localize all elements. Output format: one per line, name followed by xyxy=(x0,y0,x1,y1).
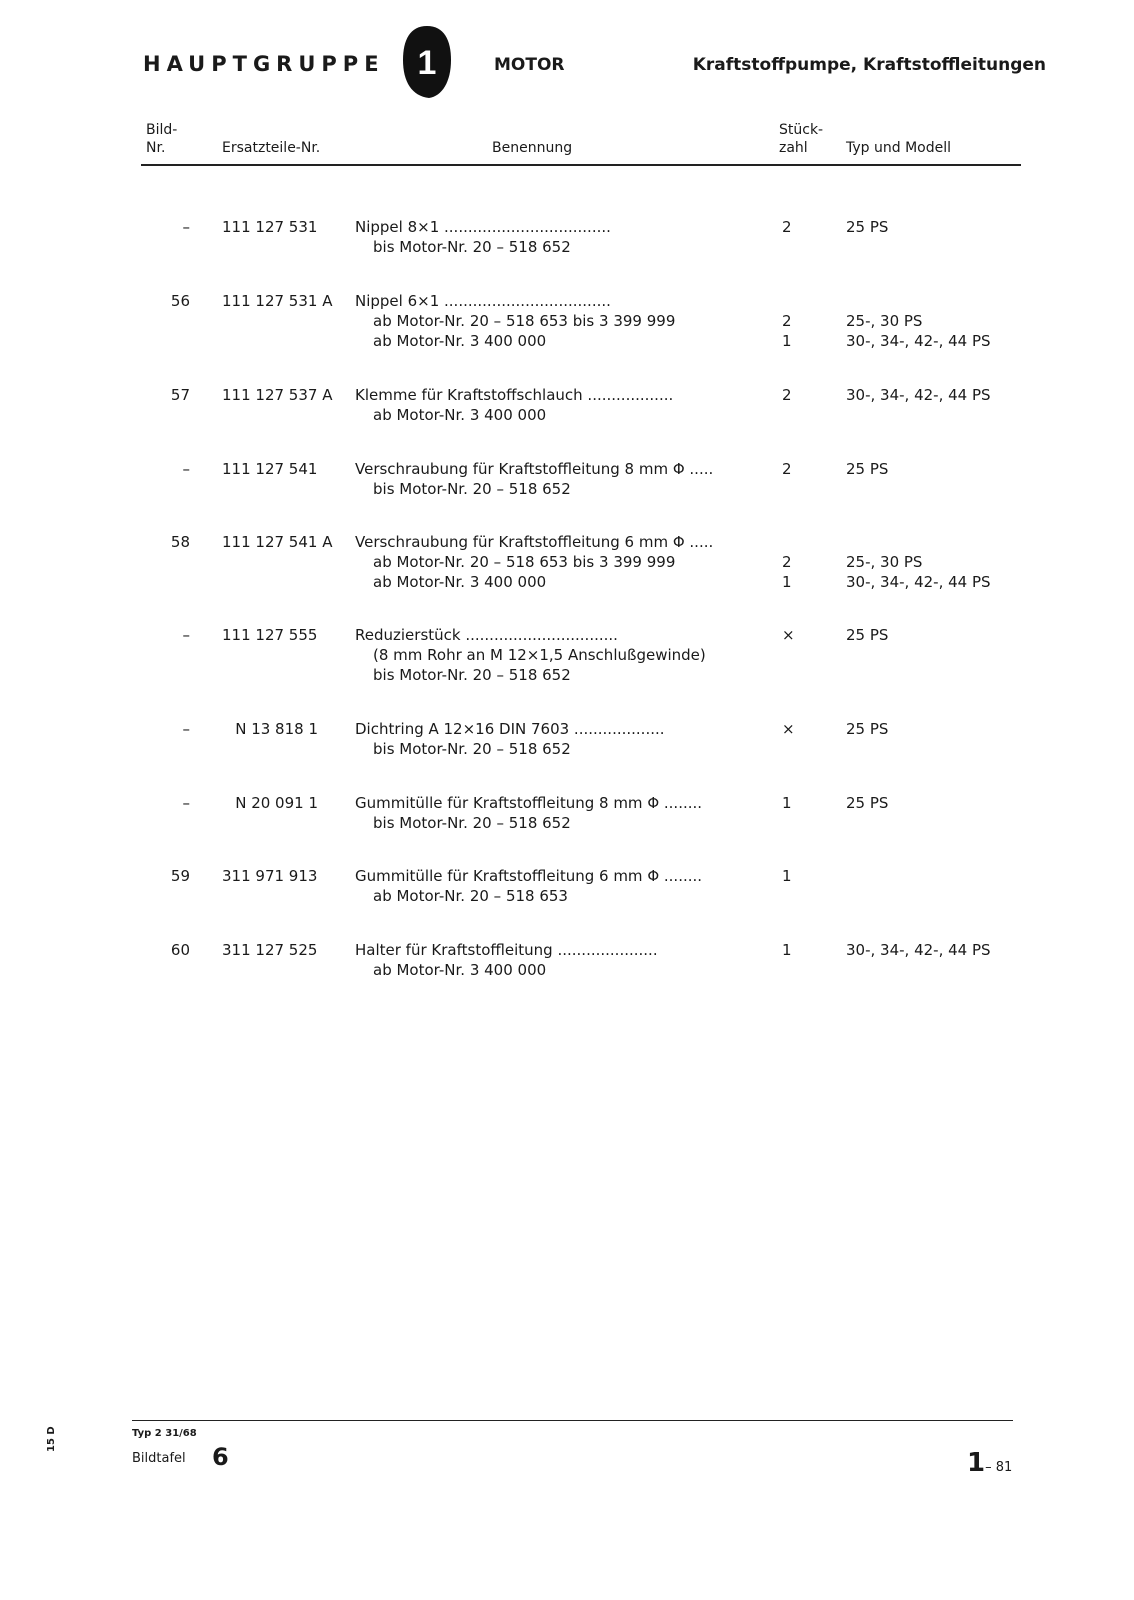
footer-bildtafel-number: 6 xyxy=(212,1443,229,1471)
desc-line: Klemme für Kraftstoffschlauch .................. xyxy=(355,386,674,404)
footer-side-code: 15 D xyxy=(46,1426,57,1452)
bild-nr: 58 xyxy=(170,533,190,551)
bild-nr: 57 xyxy=(170,386,190,404)
desc-line: Verschraubung für Kraftstoffleitung 8 mm Φ ..... xyxy=(355,460,714,478)
description xyxy=(355,532,750,592)
part-number: 111 127 541 xyxy=(222,460,318,478)
description xyxy=(355,719,750,759)
quantity: 2 xyxy=(782,218,792,236)
quantity: 2 xyxy=(782,386,792,404)
col-typ-header: Typ und Modell xyxy=(846,140,951,156)
page-number: 1– 81 xyxy=(967,1448,1013,1478)
description xyxy=(355,793,750,833)
description xyxy=(355,385,750,425)
col-bild-header: Bild- Nr. xyxy=(146,122,178,156)
quantity: 1 xyxy=(782,941,792,959)
col-ersatzteile-header: Ersatzteile-Nr. xyxy=(222,140,321,156)
desc-line: Halter für Kraftstoffleitung ..................... xyxy=(355,941,658,959)
desc-line: ab Motor-Nr. 3 400 000 xyxy=(373,406,547,424)
description xyxy=(355,291,750,351)
desc-line: bis Motor-Nr. 20 – 518 652 xyxy=(373,814,571,832)
type-model: 25-, 30 PS 30-, 34-, 42-, 44 PS xyxy=(846,312,991,350)
bild-nr: – xyxy=(182,460,190,478)
quantity: × xyxy=(782,626,795,644)
desc-line: Verschraubung für Kraftstoffleitung 6 mm Φ ..... xyxy=(355,533,714,551)
type-model: 25-, 30 PS 30-, 34-, 42-, 44 PS xyxy=(846,553,991,591)
part-number: 111 127 531 A xyxy=(222,292,333,310)
part-number: 311 971 913 xyxy=(222,867,318,885)
bild-nr: – xyxy=(182,794,190,812)
description xyxy=(355,459,750,499)
quantity: 2 1 xyxy=(782,312,792,350)
bild-nr: 56 xyxy=(170,292,190,310)
type-model: 25 PS xyxy=(846,460,889,478)
col-benennung-header: Benennung xyxy=(492,140,573,156)
bild-nr: – xyxy=(182,626,190,644)
footer-rule xyxy=(132,1420,1013,1421)
desc-line: Dichtring A 12×16 DIN 7603 ................... xyxy=(355,720,665,738)
part-number: 311 127 525 xyxy=(222,941,318,959)
desc-line: bis Motor-Nr. 20 – 518 652 xyxy=(373,666,571,684)
description xyxy=(355,940,750,980)
bild-nr: – xyxy=(182,218,190,236)
quantity: 2 1 xyxy=(782,553,792,591)
part-number: 111 127 537 A xyxy=(222,386,333,404)
quantity: 1 xyxy=(782,794,792,812)
type-model: 25 PS xyxy=(846,626,889,644)
desc-line: ab Motor-Nr. 3 400 000 xyxy=(373,332,547,350)
description xyxy=(355,217,750,257)
footer-bildtafel-label: Bildtafel xyxy=(132,1451,186,1466)
desc-line: ab Motor-Nr. 20 – 518 653 bis 3 399 999 xyxy=(373,312,676,330)
desc-line: Reduzierstück ................................ xyxy=(355,626,618,644)
part-number: 111 127 555 xyxy=(222,626,318,644)
desc-line: Gummitülle für Kraftstoffleitung 8 mm Φ ........ xyxy=(355,794,703,812)
part-number: 111 127 541 A xyxy=(222,533,333,551)
group-number: 1 xyxy=(417,44,437,82)
desc-line: ab Motor-Nr. 20 – 518 653 xyxy=(373,887,568,905)
desc-line: bis Motor-Nr. 20 – 518 652 xyxy=(373,740,571,758)
group-number-badge xyxy=(402,24,452,100)
desc-line: Nippel 8×1 ................................... xyxy=(355,218,611,236)
type-model: 25 PS xyxy=(846,218,889,236)
header-rule xyxy=(141,164,1021,166)
description xyxy=(355,866,750,906)
desc-line: ab Motor-Nr. 3 400 000 xyxy=(373,573,547,591)
description xyxy=(355,625,750,685)
bild-nr: 60 xyxy=(170,941,190,959)
quantity: 1 xyxy=(782,867,792,885)
desc-line: (8 mm Rohr an M 12×1,5 Anschlußgewinde) xyxy=(373,646,706,664)
desc-line: bis Motor-Nr. 20 – 518 652 xyxy=(373,238,571,256)
part-number: N 13 818 1 xyxy=(235,720,318,738)
quantity: × xyxy=(782,720,795,738)
desc-line: ab Motor-Nr. 20 – 518 653 bis 3 399 999 xyxy=(373,553,676,571)
desc-line: Gummitülle für Kraftstoffleitung 6 mm Φ ........ xyxy=(355,867,703,885)
part-number: N 20 091 1 xyxy=(235,794,318,812)
group-name: MOTOR xyxy=(494,55,565,75)
col-stueckzahl-header: Stück- zahl xyxy=(779,122,824,156)
desc-line: Nippel 6×1 ................................... xyxy=(355,292,611,310)
quantity: 2 xyxy=(782,460,792,478)
part-number: 111 127 531 xyxy=(222,218,318,236)
group-label: HAUPTGRUPPE xyxy=(143,52,385,76)
desc-line: bis Motor-Nr. 20 – 518 652 xyxy=(373,480,571,498)
desc-line: ab Motor-Nr. 3 400 000 xyxy=(373,961,547,979)
type-model: 30-, 34-, 42-, 44 PS xyxy=(846,386,991,404)
type-model: 25 PS xyxy=(846,720,889,738)
bild-nr: 59 xyxy=(170,867,190,885)
bild-nr: – xyxy=(182,720,190,738)
type-model: 30-, 34-, 42-, 44 PS xyxy=(846,941,991,959)
page-subject: Kraftstoffpumpe, Kraftstoffleitungen xyxy=(692,55,1046,75)
footer-typ: Typ 2 31/68 xyxy=(132,1428,197,1439)
type-model: 25 PS xyxy=(846,794,889,812)
